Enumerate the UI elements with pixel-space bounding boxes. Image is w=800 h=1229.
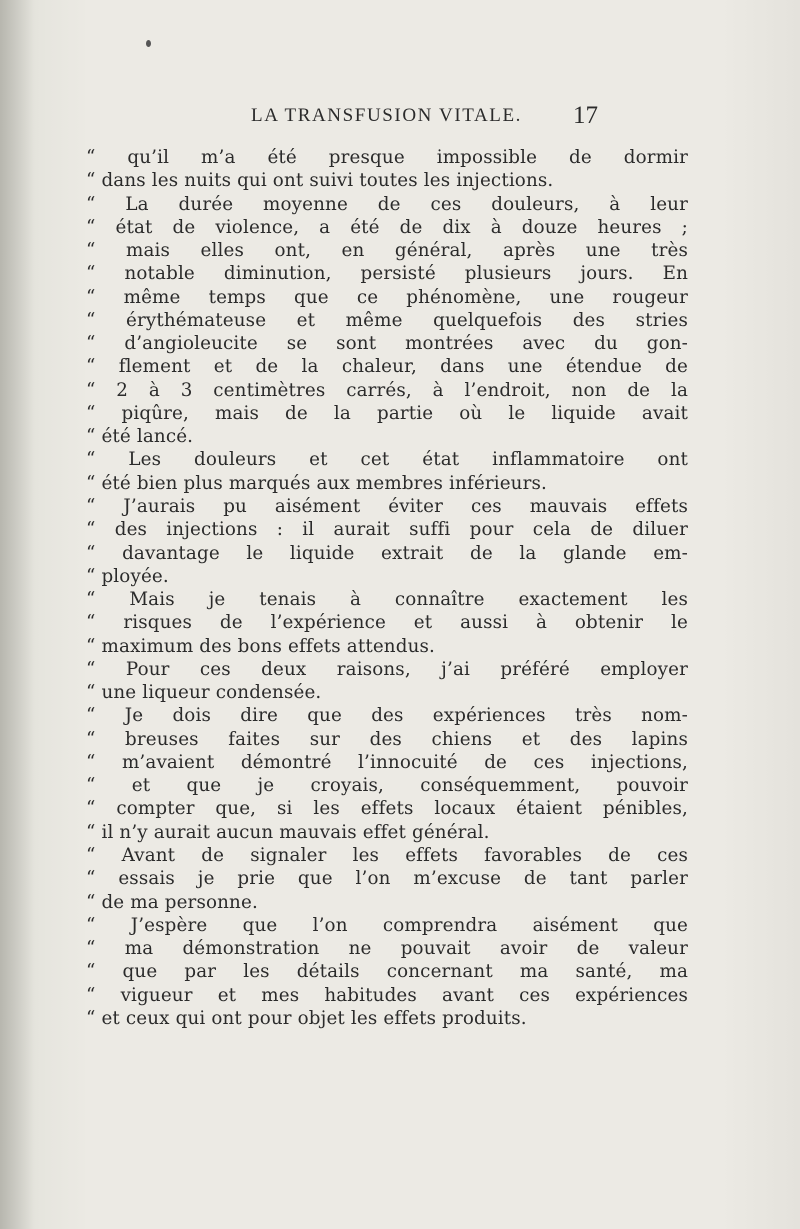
text-line: “ piqûre, mais de la partie où le liquide avait (86, 402, 688, 424)
text-line: “ été bien plus marqués aux membres inférieurs. (86, 472, 547, 494)
text-line: “ une liqueur condensée. (86, 682, 322, 704)
text-line: “ d’angioleucite se sont montrées avec du gon- (86, 333, 688, 355)
text-line: “ que par les détails concernant ma santé, ma (86, 961, 688, 983)
text-line: “ flement et de la chaleur, dans une étendue de (86, 356, 688, 378)
ink-speck (146, 40, 151, 47)
text-line: “ qu’il m’a été presque impossible de dormir (86, 147, 688, 168)
text-line: “ Pour ces deux raisons, j’ai préféré employer (86, 658, 688, 680)
text-line: “ J’aurais pu aisément éviter ces mauvais effets (86, 495, 688, 517)
text-line: “ ma démonstration ne pouvait avoir de valeur (86, 938, 688, 960)
text-line: “ et que je croyais, conséquemment, pouvoir (86, 775, 688, 797)
binding-gutter-shadow (0, 0, 34, 1229)
text-line: “ même temps que ce phénomène, une rougeur (86, 286, 688, 308)
text-line: “ mais elles ont, en général, après une très (86, 240, 688, 262)
text-line: “ et ceux qui ont pour objet les effets produits. (86, 1007, 527, 1029)
text-line: “ ployée. (86, 565, 169, 587)
text-line: “ breuses faites sur des chiens et des lapins (86, 728, 688, 750)
text-line: “ Je dois dire que des expériences très nom- (86, 705, 688, 727)
text-line: “ érythémateuse et même quelquefois des stries (86, 309, 688, 331)
text-line: “ état de violence, a été de dix à douze heures ; (86, 216, 688, 238)
text-line: “ compter que, si les effets locaux étaient pénibles, (86, 798, 688, 820)
text-line: “ La durée moyenne de ces douleurs, à leur (86, 193, 688, 215)
text-line: “ Les douleurs et cet état inflammatoire ont (86, 449, 688, 471)
running-title: LA TRANSFUSION VITALE. (251, 105, 523, 126)
text-line: “ essais je prie que l’on m’excuse de tant parler (86, 868, 688, 890)
text-line: “ il n’y aurait aucun mauvais effet général. (86, 821, 490, 843)
page-header (0, 102, 800, 135)
text-line: “ dans les nuits qui ont suivi toutes les injections. (86, 170, 554, 192)
body-text (86, 146, 688, 1030)
text-line: “ Mais je tenais à connaître exactement les (86, 589, 688, 611)
text-line: “ des injections : il aurait suffi pour cela de diluer (86, 519, 688, 541)
text-line: “ été lancé. (86, 426, 194, 448)
text-line: “ risques de l’expérience et aussi à obtenir le (86, 612, 688, 634)
text-line: “ maximum des bons effets attendus. (86, 635, 436, 657)
text-line: “ 2 à 3 centimètres carrés, à l’endroit, non de la (86, 379, 688, 401)
text-line: “ vigueur et mes habitudes avant ces expériences (86, 984, 688, 1006)
text-line: “ notable diminution, persisté plusieurs jours. En (86, 263, 688, 285)
text-line: “ davantage le liquide extrait de la glande em- (86, 542, 688, 564)
text-line: “ m’avaient démontré l’innocuité de ces injections, (86, 751, 688, 773)
text-line: “ Avant de signaler les effets favorables de ces (86, 844, 688, 866)
text-line: “ J’espère que l’on comprendra aisément que (86, 914, 688, 936)
page-number: 17 (573, 102, 598, 129)
text-line: “ de ma personne. (86, 891, 258, 913)
